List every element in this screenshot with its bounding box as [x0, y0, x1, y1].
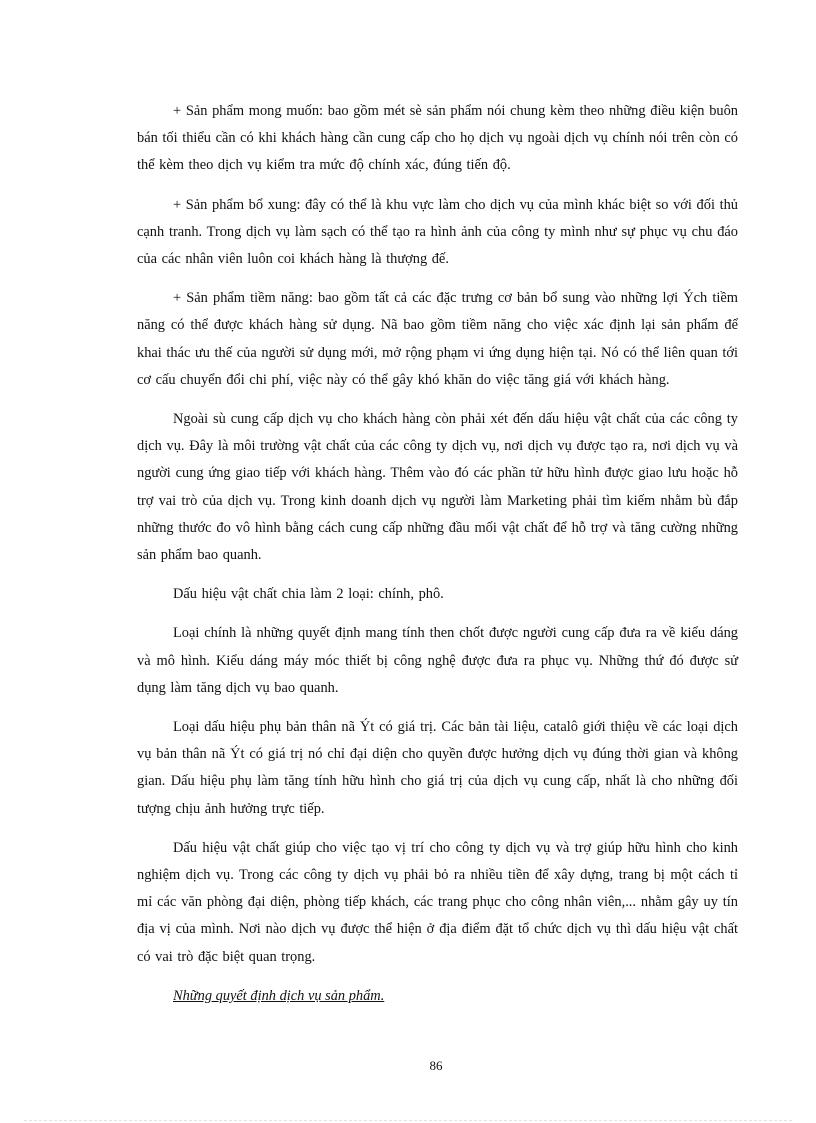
paragraph-potential-product: + Sản phẩm tiềm năng: bao gồm tất cả các đặc trưng cơ bản bổ sung vào những lợi Ých tiềm năng có thể được khách hàng sử dụng. Nã bao gồm tiềm năng cho việc xác định lại sản phẩm để khai thác ưu thế của người sử dụng mới, mở rộng phạm vi ứng dụng hiện tại. Nó có thể liên quan tới cơ cấu chuyển đổi chi phí, việc này có thể gây khó khăn do việc tăng giá với khách hàng. [137, 290, 738, 388]
paragraph-physical-evidence: Ngoài sù cung cấp dịch vụ cho khách hàng còn phải xét đến dấu hiệu vật chất của các công ty dịch vụ. Đây là môi trường vật chất của các công ty dịch vụ, nơi dịch vụ được tạo ra, nơi dịch vụ và người cung ứng giao tiếp với khách hàng. Thêm vào đó các phần tử hữu hình được giao lưu hoặc hỗ trợ vai trò của dịch vụ. Trong kinh doanh dịch vụ người làm Marketing phải tìm kiếm nhằm bù đắp những thước đo vô hình bằng cách cung cấp những đầu mối vật chất để hỗ trợ và tăng cường những sản phẩm bao quanh. [137, 411, 738, 564]
paragraph-secondary-evidence: Loại dấu hiệu phụ bản thân nã Ýt có giá trị. Các bản tài liệu, catalô giới thiệu về các loại dịch vụ bản thân nã Ýt có giá trị nó chỉ đại diện cho quyền được hưởng dịch vụ đúng thời gian và không gian. Dấu hiệu phụ làm tăng tính hữu hình cho giá trị của dịch vụ cung cấp, nhất là cho những đối tượng chịu ảnh hưởng trực tiếp. [137, 719, 738, 817]
paragraph-evidence-types: Dấu hiệu vật chất chia làm 2 loại: chính, phô. [173, 586, 444, 603]
paragraph-supplementary-product: + Sản phẩm bổ xung: đây có thể là khu vực làm cho dịch vụ của mình khác biệt so với đối thủ cạnh tranh. Trong dịch vụ làm sạch có thể tạo ra hình ảnh của công ty mình như sự phục vụ chu đáo của các nhân viên luôn coi khách hàng là thượng đế. [137, 196, 738, 268]
paragraph-desired-product: + Sản phẩm mong muốn: bao gồm mét sè sản phẩm nói chung kèm theo những điều kiện buôn bán tối thiểu cần có khi khách hàng cần cung cấp cho họ dịch vụ ngoài dịch vụ chính nói trên còn có thể kèm theo dịch vụ kiểm tra mức độ chính xác, đúng tiến độ. [137, 103, 738, 174]
section-heading: Những quyết định dịch vụ sản phẩm. [173, 987, 385, 1004]
paragraph-primary-evidence: Loại chính là những quyết định mang tính then chốt được người cung cấp đưa ra về kiểu dáng và mô hình. Kiểu dáng máy móc thiết bị công nghệ được đưa ra phục vụ. Những thứ đó được sử dụng làm tăng dịch vụ bao quanh. [137, 625, 738, 696]
page-number: 86 [429, 1058, 443, 1073]
page-bottom-border [24, 1120, 792, 1121]
page-body [137, 98, 738, 1010]
paragraph-evidence-role: Dấu hiệu vật chất giúp cho việc tạo vị trí cho công ty dịch vụ và trợ giúp hữu hình cho kinh nghiệm dịch vụ. Trong các công ty dịch vụ phải bỏ ra nhiều tiền để xây dựng, trang bị một cách tỉ mỉ các văn phòng đại diện, phòng tiếp khách, các trang phục cho công nhân viên,... nhằm gây uy tín địa vị của mình. Nơi nào dịch vụ được thể hiện ở địa điểm đặt tổ chức dịch vụ thì dấu hiệu vật chất có vai trò đặc biệt quan trọng. [137, 839, 738, 965]
